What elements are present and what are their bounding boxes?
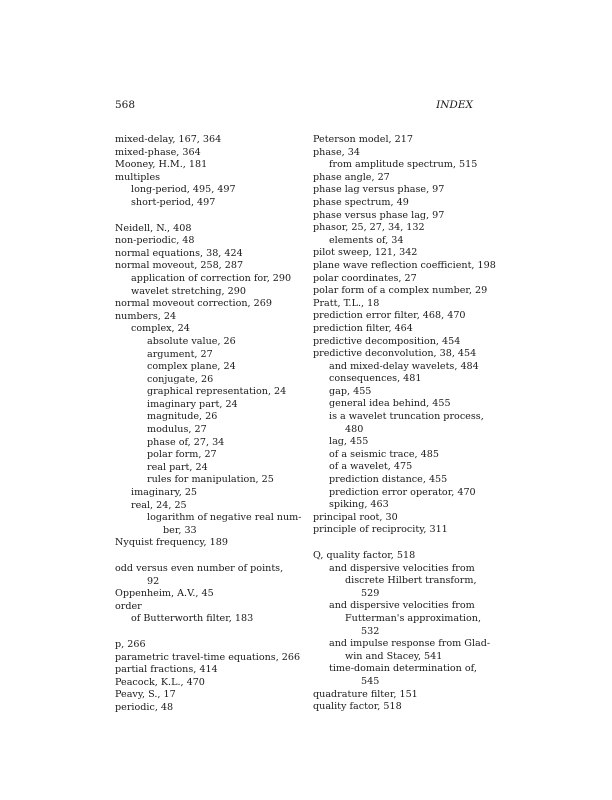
index-entry: gap, 455 <box>329 385 372 397</box>
index-entry: periodic, 48 <box>115 701 174 713</box>
index-entry: polar coordinates, 27 <box>313 272 417 284</box>
index-entry: of a seismic trace, 485 <box>329 448 439 460</box>
index-entry: Neidell, N., 408 <box>115 222 192 234</box>
index-entry: principal root, 30 <box>313 511 398 523</box>
index-entry: and dispersive velocities from <box>329 562 475 574</box>
index-entry: normal moveout, 258, 287 <box>115 260 244 272</box>
index-entry: quality factor, 518 <box>313 701 402 713</box>
index-entry: normal moveout correction, 269 <box>115 298 272 310</box>
index-entry: quadrature filter, 151 <box>313 688 418 700</box>
index-section-gap <box>115 210 291 223</box>
index-entry: from amplitude spectrum, 515 <box>329 159 478 171</box>
index-entry: argument, 27 <box>147 348 213 360</box>
index-entry: odd versus even number of points, <box>115 563 284 574</box>
index-section-gap <box>313 537 489 550</box>
index-entry: phase lag versus phase, 97 <box>313 184 445 196</box>
index-entry: prediction distance, 455 <box>329 474 448 486</box>
index-entry: 92 <box>147 575 160 587</box>
index-entry: prediction filter, 464 <box>313 322 413 334</box>
index-entry: Peavy, S., 17 <box>115 689 176 701</box>
index-entry: wavelet stretching, 290 <box>131 285 246 297</box>
page-number: 568 <box>115 99 136 111</box>
index-entry: mixed-phase, 364 <box>115 146 201 158</box>
index-entry: prediction error filter, 468, 470 <box>313 310 466 322</box>
index-entry: polar form of a complex number, 29 <box>313 285 488 297</box>
index-entry: modulus, 27 <box>147 424 207 436</box>
index-entry: complex plane, 24 <box>147 361 236 373</box>
index-entry: ber, 33 <box>163 524 197 536</box>
index-entry: partial fractions, 414 <box>115 664 218 676</box>
index-entry: Peacock, K.L., 470 <box>115 676 205 688</box>
index-entry: and impulse response from Glad- <box>329 638 491 650</box>
index-section-gap <box>115 550 291 563</box>
index-entry: elements of, 34 <box>329 234 404 246</box>
index-entry: p, 266 <box>115 638 146 650</box>
index-entry: predictive decomposition, 454 <box>313 335 461 347</box>
index-entry: of a wavelet, 475 <box>329 461 413 473</box>
index-entry: polar form, 27 <box>147 449 217 461</box>
index-entry: Peterson model, 217 <box>313 134 413 145</box>
index-entry: phase versus phase lag, 97 <box>313 209 445 221</box>
index-entry: phase of, 27, 34 <box>147 436 225 448</box>
index-entry: Pratt, T.L., 18 <box>313 297 380 309</box>
index-entry: imaginary part, 24 <box>147 398 238 410</box>
index-entry: prediction error operator, 470 <box>329 486 476 498</box>
index-entry: graphical representation, 24 <box>147 386 287 398</box>
index-entry: magnitude, 26 <box>147 411 218 423</box>
index-entry: complex, 24 <box>131 323 190 335</box>
index-entry: of Butterworth filter, 183 <box>131 613 254 625</box>
index-entry: Oppenheim, A.V., 45 <box>115 588 214 600</box>
index-entry: discrete Hilbert transform, <box>345 575 477 587</box>
index-entry: plane wave reflection coefficient, 198 <box>313 259 496 271</box>
index-entry: mixed-delay, 167, 364 <box>115 134 222 145</box>
index-entry: parametric travel-time equations, 266 <box>115 651 301 663</box>
index-entry: imaginary, 25 <box>131 487 198 499</box>
index-entry: pilot sweep, 121, 342 <box>313 247 418 259</box>
index-entry: win and Stacey, 541 <box>345 650 443 662</box>
index-entry: and dispersive velocities from <box>329 600 475 612</box>
index-entry: 480 <box>345 423 364 435</box>
index-entry: phase spectrum, 49 <box>313 196 409 208</box>
index-entry: 529 <box>361 587 380 599</box>
index-entry: general idea behind, 455 <box>329 398 451 410</box>
index-entry: long-period, 495, 497 <box>131 184 236 196</box>
index-entry: 532 <box>361 625 380 637</box>
index-entry: application of correction for, 290 <box>131 272 292 284</box>
index-entry: Mooney, H.M., 181 <box>115 159 208 171</box>
index-entry: order <box>115 600 142 612</box>
index-entry: phase angle, 27 <box>313 171 390 183</box>
index-entry: short-period, 497 <box>131 196 216 208</box>
index-entry: 545 <box>361 675 380 687</box>
index-entry: spiking, 463 <box>329 499 389 511</box>
running-title: INDEX <box>436 99 473 111</box>
index-entry: absolute value, 26 <box>147 335 236 347</box>
index-entry: non-periodic, 48 <box>115 235 195 247</box>
index-entry: and mixed-delay wavelets, 484 <box>329 360 479 372</box>
index-entry: Q, quality factor, 518 <box>313 550 416 561</box>
index-entry: logarithm of negative real num- <box>147 512 302 524</box>
index-column-right <box>313 134 496 714</box>
index-entry: numbers, 24 <box>115 310 177 322</box>
index-entry: predictive deconvolution, 38, 454 <box>313 348 477 360</box>
index-entry: time-domain determination of, <box>329 663 477 675</box>
index-entry: phasor, 25, 27, 34, 132 <box>313 222 425 234</box>
index-entry: Futterman's approximation, <box>345 612 482 624</box>
index-entry: Nyquist frequency, 189 <box>115 537 228 549</box>
index-column-left <box>115 134 302 715</box>
index-entry: is a wavelet truncation process, <box>329 411 484 423</box>
index-entry: real part, 24 <box>147 461 208 473</box>
index-section-gap <box>115 626 291 639</box>
index-entry: phase, 34 <box>313 146 360 158</box>
index-entry: normal equations, 38, 424 <box>115 247 243 259</box>
index-entry: rules for manipulation, 25 <box>147 474 274 486</box>
page-header <box>115 99 473 117</box>
index-entry: principle of reciprocity, 311 <box>313 524 448 536</box>
index-entry: conjugate, 26 <box>147 373 214 385</box>
index-entry: multiples <box>115 171 161 183</box>
index-entry: real, 24, 25 <box>131 499 187 511</box>
index-entry: consequences, 481 <box>329 373 422 385</box>
index-entry: lag, 455 <box>329 436 369 448</box>
